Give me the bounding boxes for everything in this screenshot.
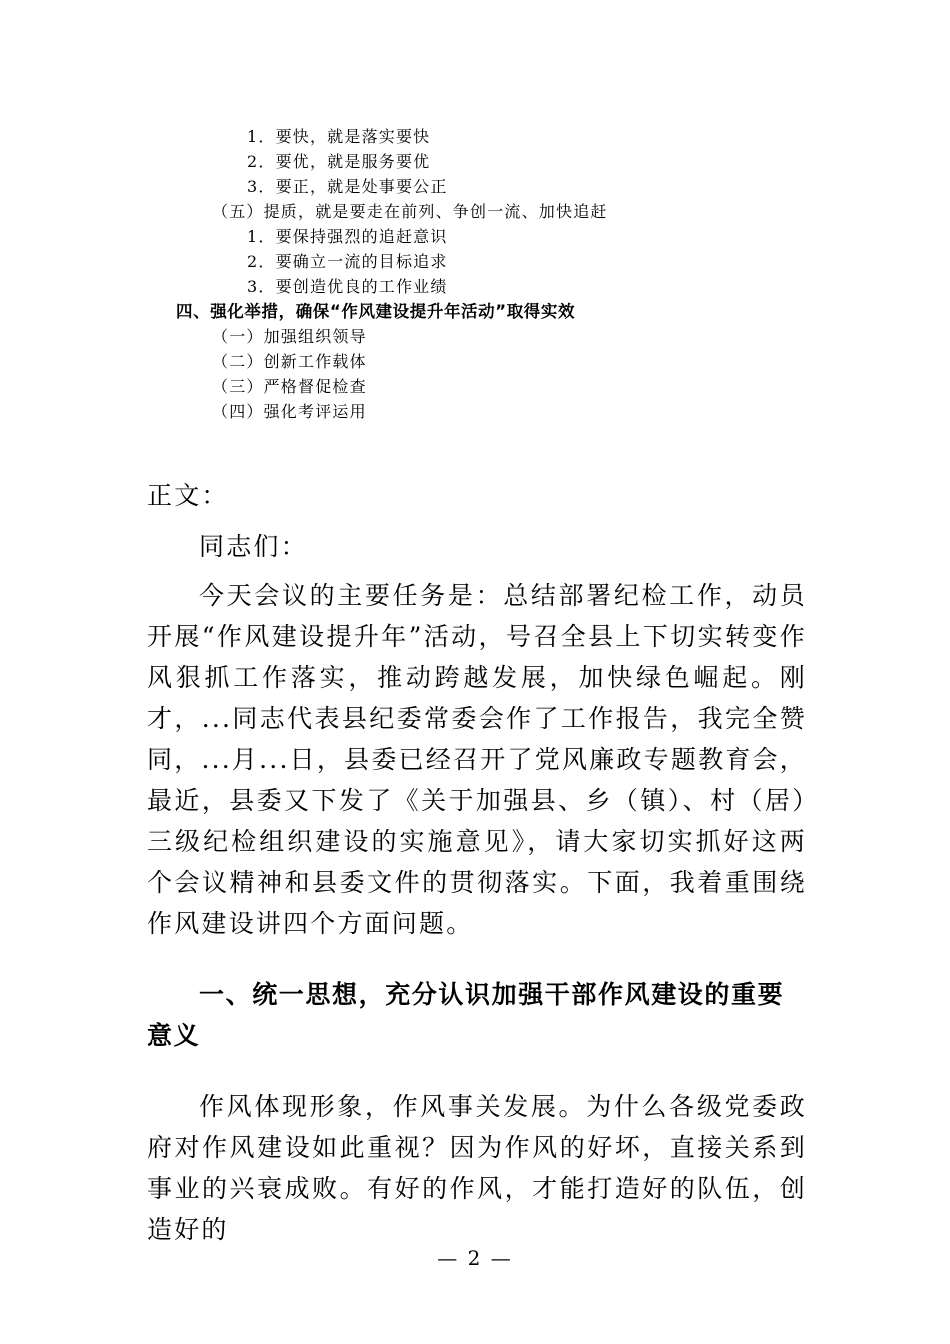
outline-item: 1．要快，就是落实要快 <box>247 127 431 146</box>
outline-item: 3．要正，就是处事要公正 <box>247 177 448 196</box>
body-text <box>147 475 807 1250</box>
outline-item: 2．要确立一流的目标追求 <box>247 252 448 271</box>
outline-item: （二）创新工作载体 <box>212 352 367 371</box>
intro-paragraph: 今天会议的主要任务是：总结部署纪检工作，动员开展“作风建设提升年”活动，号召全县上下切实转变作风狠抓工作落实，推动跨越发展，加快绿色崛起。刚才，...同志代表县纪委常委会作了工作报告，我完全赞同，...月...日，县委已经召开了党风廉政专题教育会，最近，县委又下发了《关于加强县、乡（镇）、村（居）三级纪检组织建设的实施意见》，请大家切实抓好这两个会议精神和县委文件的贯彻落实。下面，我着重围绕作风建设讲四个方面问题。 <box>147 581 807 938</box>
outline-item: 3．要创造优良的工作业绩 <box>247 277 448 296</box>
greeting: 同志们： <box>199 532 308 561</box>
body-label: 正文： <box>147 481 229 510</box>
section-paragraph: 作风体现形象，作风事关发展。为什么各级党委政府对作风建设如此重视？因为作风的好坏，直接关系到事业的兴衰成败。有好的作风，才能打造好的队伍，创造好的 <box>147 1092 807 1244</box>
page-number: — 2 — <box>437 1246 513 1270</box>
outline-item: （五）提质，就是要走在前列、争创一流、加快追赶 <box>212 202 608 221</box>
outline-item: （三）严格督促检查 <box>212 377 367 396</box>
outline-heading: 四、强化举措，确保“作风建设提升年活动”取得实效 <box>176 302 576 321</box>
outline-item: 2．要优，就是服务要优 <box>247 152 431 171</box>
outline-item: 1．要保持强烈的追赶意识 <box>247 227 448 246</box>
section-heading: 一、统一思想，充分认识加强干部作风建设的重要意义 <box>147 980 785 1050</box>
outline-item: （四）强化考评运用 <box>212 402 367 421</box>
outline-item: （一）加强组织领导 <box>212 327 367 346</box>
